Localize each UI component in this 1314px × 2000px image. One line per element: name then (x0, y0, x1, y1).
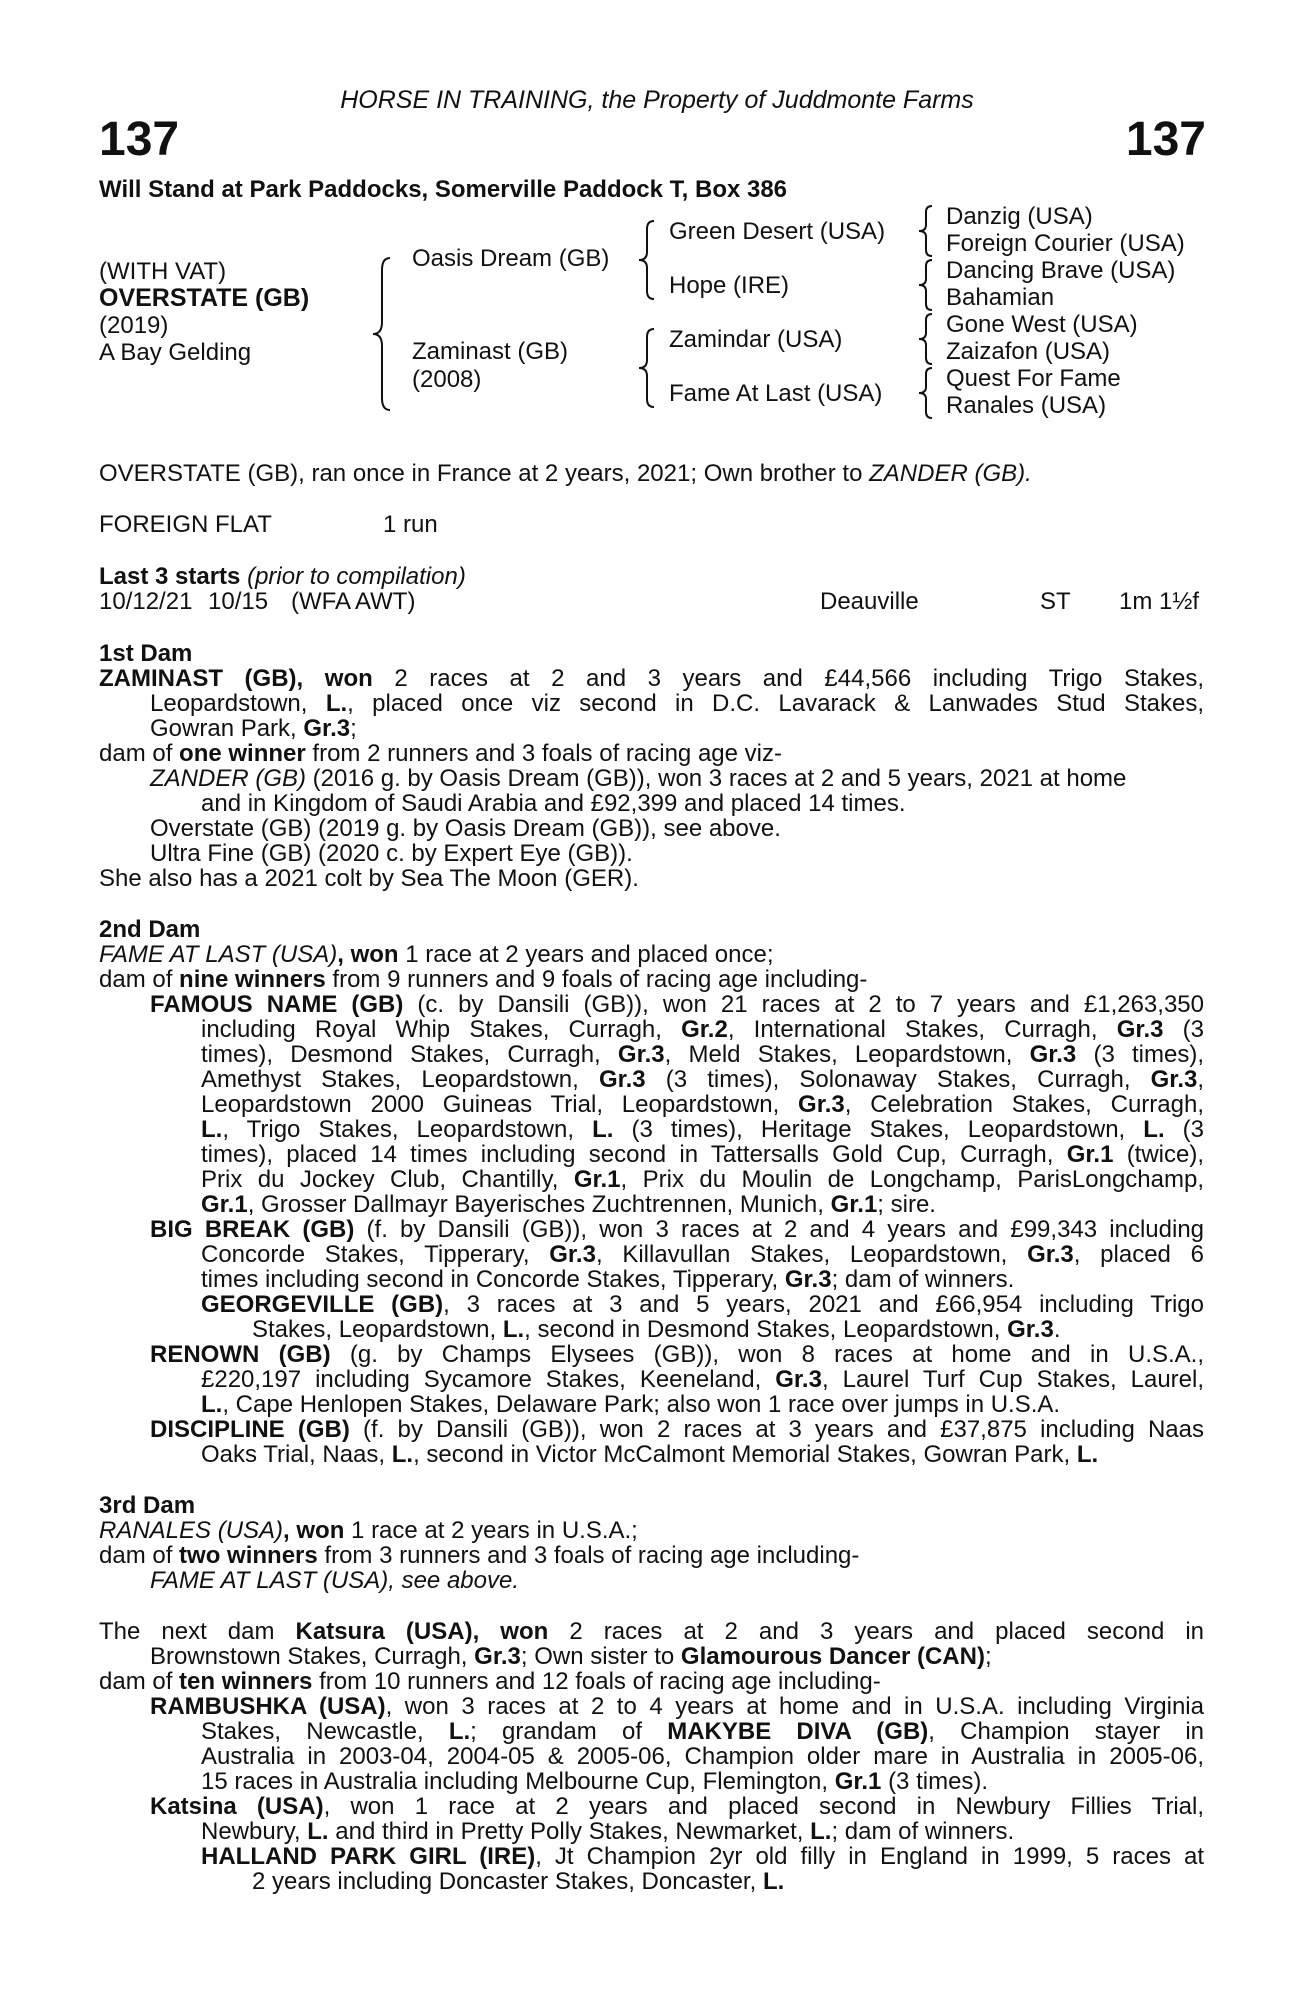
dam1-grade: L. (325, 690, 348, 717)
foal-text: times), placed 14 times including second in Tattersalls Gold Cup, Curragh, (201, 1141, 1054, 1168)
pedigree-g1: Danzig (USA) (946, 203, 1093, 230)
foal-name: RAMBUSHKA (USA) (150, 1693, 386, 1720)
next-dam-name: Katsura (USA), won (295, 1618, 549, 1645)
foal-text: , Cape Henlopen Stakes, Delaware Park; also won 1 race over jumps in U.S.A. (222, 1391, 1061, 1418)
dam1-line: Ultra Fine (GB) (2020 c. by Expert Eye (GB)). (150, 840, 633, 867)
last-starts-title: Last 3 starts (99, 563, 241, 590)
foal-text: , Trigo Stakes, Leopardstown, (222, 1116, 574, 1143)
next-dam-line (201, 1769, 988, 1795)
foal-text: £220,197 including Sycamore Stakes, Keeneland, (201, 1366, 762, 1393)
pedigree-g2: Foreign Courier (USA) (946, 230, 1185, 257)
dam2-line (201, 1267, 1014, 1293)
last-starts-note: (prior to compilation) (247, 563, 466, 590)
next-dam-line (201, 1844, 1204, 1870)
pedigree-dam-year: (2008) (412, 366, 482, 393)
horse-description: A Bay Gelding (99, 339, 252, 366)
foal-text: (c. by Dansili (GB)), won 21 races at 2 to 7 years and £1,263,350 (417, 991, 1204, 1018)
dam1-line (150, 691, 1204, 717)
dam2-line (201, 1367, 1204, 1393)
dam2-line (201, 1292, 1204, 1318)
pedigree-dam-sire: Zamindar (USA) (669, 326, 843, 353)
foal-name: RENOWN (GB) (150, 1341, 331, 1368)
dam1-text: (2016 g. by Oasis Dream (GB)), won 3 races at 2 and 5 years, 2021 at home (312, 765, 1127, 792)
foal-text: Stakes, Leopardstown, (252, 1316, 497, 1343)
dam1-line (150, 766, 1126, 792)
pedigree-brace-sire (636, 219, 658, 301)
dam2-name: FAME AT LAST (USA) (99, 941, 338, 968)
foal-text: , Champion stayer in (928, 1718, 1205, 1745)
grade: Gr.3 (549, 1241, 596, 1268)
pedigree-dam-dam: Fame At Last (USA) (669, 380, 883, 407)
grade: Gr.1 (573, 1166, 621, 1193)
grade: Gr.2 (681, 1016, 728, 1043)
foal-text: Leopardstown 2000 Guineas Trial, Leopardstown, (201, 1091, 780, 1118)
dam2-line (150, 1417, 1204, 1443)
dam3-name: RANALES (USA) (99, 1517, 284, 1544)
foal-text: , Jt Champion 2yr old filly in England in 1999, 5 races at (535, 1843, 1205, 1870)
dam3-text: from 3 runners and 3 foals of racing age including- (324, 1542, 860, 1569)
foal-text: , Prix du Moulin de Longchamp, ParisLongchamp, (620, 1166, 1205, 1193)
dam2-line (201, 1067, 1204, 1093)
foal-text: ; sire. (877, 1191, 936, 1218)
horse-name: OVERSTATE (GB) (99, 284, 310, 312)
foal-text: (3 times), (1093, 1041, 1205, 1068)
stand-location: Will Stand at Park Paddocks, Somerville Paddock T, Box 386 (99, 176, 788, 203)
foal-text: , (1197, 1066, 1205, 1093)
vat-note: (WITH VAT) (99, 258, 227, 285)
grade: L. (201, 1116, 223, 1143)
grade: Gr.3 (784, 1266, 832, 1293)
foal-text: , Meld Stakes, Leopardstown, (664, 1041, 1013, 1068)
grade: Gr.3 (1029, 1041, 1077, 1068)
sister-name: Glamourous Dancer (CAN) (680, 1643, 985, 1670)
dam2-text: 1 race at 2 years and placed once; (405, 941, 774, 968)
foal-text: times including second in Concorde Stakes, Tipperary, (201, 1266, 779, 1293)
next-dam-text: Brownstown Stakes, Curragh, (150, 1643, 468, 1670)
dam3-text: 1 race at 2 years in U.S.A.; (351, 1517, 638, 1544)
start-going: ST (1040, 588, 1071, 615)
foal-text: . (1053, 1316, 1061, 1343)
dam1-winners: one winner (179, 740, 306, 767)
foal-text: , 3 races at 3 and 5 years, 2021 and £66,954 including Trigo (443, 1291, 1204, 1318)
horse-year: (2019) (99, 312, 169, 339)
dam2-line (201, 1142, 1204, 1168)
dam2-line (150, 992, 1204, 1018)
next-dam-text: from 10 runners and 12 foals of racing age including- (319, 1668, 881, 1695)
dam3-winners: two winners (179, 1542, 318, 1569)
next-dam-winners: ten winners (179, 1668, 313, 1695)
dam3-heading: 3rd Dam (99, 1492, 196, 1519)
foal-text: (3 (1182, 1016, 1204, 1043)
dam1-heading: 1st Dam (99, 640, 193, 667)
foal-text: ; dam of winners. (831, 1818, 1015, 1845)
pedigree-g8: Ranales (USA) (946, 392, 1107, 419)
dam1-line: and in Kingdom of Saudi Arabia and £92,399 and placed 14 times. (201, 790, 906, 817)
next-dam-line (99, 1669, 881, 1695)
dam2-text: from 9 runners and 9 foals of racing age including- (332, 966, 868, 993)
dam2-line (201, 1092, 1204, 1118)
foal-name: FAMOUS NAME (GB) (150, 991, 404, 1018)
grade: Gr.3 (598, 1066, 646, 1093)
grade: L. (810, 1818, 832, 1845)
grade: Gr.3 (1007, 1316, 1054, 1343)
dam2-line (201, 1167, 1204, 1193)
foal-text: ; grandam of (470, 1718, 642, 1745)
foal-name: BIG BREAK (GB) (150, 1216, 355, 1243)
dam2-line (201, 1192, 936, 1218)
grade: L. (391, 1441, 414, 1468)
dam1-text: ; (350, 715, 357, 742)
pedigree-g6: Zaizafon (USA) (946, 338, 1111, 365)
foal-text: , Grosser Dallmayr Bayerisches Zuchtrennen, Munich, (247, 1191, 824, 1218)
pedigree-g5: Gone West (USA) (946, 311, 1138, 338)
start-course: Deauville (820, 588, 919, 615)
pedigree-brace-main (370, 256, 394, 412)
start-date: 10/12/21 (99, 588, 193, 615)
dam1-text: Gowran Park, (150, 715, 297, 742)
foal-text: (f. by Dansili (GB)), won 3 races at 2 and 4 years and £99,343 including (366, 1216, 1205, 1243)
foal-text: , Laurel Turf Cup Stakes, Laurel, (821, 1366, 1205, 1393)
grade: L. (201, 1391, 223, 1418)
foal-text: , Killavullan Stakes, Leopardstown, (595, 1241, 1008, 1268)
foal-name: Katsina (USA) (150, 1793, 324, 1820)
pedigree-g4: Bahamian (946, 284, 1055, 311)
grade: L. (1076, 1441, 1099, 1468)
pedigree-brace-g2 (916, 258, 936, 312)
foal-text: Concorde Stakes, Tipperary, (201, 1241, 530, 1268)
dam2-line (99, 942, 774, 968)
lot-number-left: 137 (99, 113, 180, 166)
pedigree-g7: Quest For Fame (946, 365, 1121, 392)
dam2-line (150, 1342, 1204, 1368)
foal-text: (3 times). (888, 1768, 989, 1795)
dam1-foal-name: ZANDER (GB) (150, 765, 306, 792)
pedigree-g3: Dancing Brave (USA) (946, 257, 1176, 284)
foal-name: MAKYBE DIVA (GB) (667, 1718, 929, 1745)
next-dam-line (252, 1869, 784, 1895)
dam2-text: dam of (99, 966, 173, 993)
foal-text: , second in Victor McCalmont Memorial Stakes, Gowran Park, (413, 1441, 1071, 1468)
foal-text: Stakes, Newcastle, (201, 1718, 424, 1745)
pedigree-brace-dam (636, 327, 658, 409)
foal-text: (g. by Champs Elysees (GB)), won 8 races at home and in U.S.A., (349, 1341, 1205, 1368)
grade: Gr.3 (617, 1041, 665, 1068)
grade: Gr.3 (798, 1091, 845, 1118)
dam3-won: , won (283, 1517, 345, 1544)
dam2-heading: 2nd Dam (99, 916, 201, 943)
dam2-line (201, 1017, 1204, 1043)
record-label: FOREIGN FLAT (99, 511, 272, 538)
grade: Gr.1 (830, 1191, 878, 1218)
record-value: 1 run (383, 511, 438, 538)
start-race: (WFA AWT) (291, 588, 416, 615)
foal-name: DISCIPLINE (GB) (150, 1416, 350, 1443)
dam1-line: Overstate (GB) (2019 g. by Oasis Dream (GB)), see above. (150, 815, 781, 842)
next-dam-line (201, 1719, 1204, 1745)
next-dam-line: Australia in 2003-04, 2004-05 & 2005-06, Champion older mare in Australia in 2005-06, (201, 1743, 1204, 1770)
pedigree-brace-g3 (916, 312, 936, 366)
foal-text: (f. by Dansili (GB)), won 2 races at 3 years and £37,875 including Naas (363, 1416, 1205, 1443)
dam1-text: dam of (99, 740, 173, 767)
dam1-text: Leopardstown, (150, 690, 308, 717)
grade: L. (502, 1316, 525, 1343)
next-dam-line (201, 1819, 1014, 1845)
dam2-line (201, 1042, 1204, 1068)
next-dam-text: 2 races at 2 and 3 years and placed second in (569, 1618, 1205, 1645)
next-dam-text: dam of (99, 1668, 173, 1695)
grade: Gr.3 (1150, 1066, 1198, 1093)
summary-text: OVERSTATE (GB), ran once in France at 2 years, 2021; Own brother to (99, 460, 870, 487)
grade: Gr.3 (775, 1366, 822, 1393)
grade: Gr.1 (201, 1191, 248, 1218)
foal-text: times), Desmond Stakes, Curragh, (201, 1041, 601, 1068)
grade: Gr.1 (1066, 1141, 1114, 1168)
dam3-line (99, 1543, 859, 1569)
dam1-line (99, 666, 1204, 692)
pedigree-sire-sire: Green Desert (USA) (669, 218, 886, 245)
pedigree-brace-g4 (916, 366, 936, 420)
foal-text: , Celebration Stakes, Curragh, (844, 1091, 1204, 1118)
foal-text: , won 3 races at 2 to 4 years at home and in U.S.A. including Virginia (385, 1693, 1204, 1720)
foal-text: , second in Desmond Stakes, Leopardstown, (524, 1316, 1001, 1343)
dam3-line (99, 1518, 638, 1544)
dam2-line (252, 1317, 1060, 1343)
foal-text: 2 years including Doncaster Stakes, Doncaster, (252, 1868, 757, 1895)
foal-text: (3 (1182, 1116, 1205, 1143)
start-distance: 1m 1½f (1119, 588, 1200, 615)
grade: L. (762, 1868, 785, 1895)
page-title: HORSE IN TRAINING, the Property of Juddmonte Farms (340, 86, 974, 114)
pedigree-sire: Oasis Dream (GB) (412, 245, 610, 272)
race-summary (99, 461, 1032, 487)
dam2-line (201, 1117, 1204, 1143)
dam1-line (150, 716, 357, 742)
foal-text: (3 times), Heritage Stakes, Leopardstown, (631, 1116, 1126, 1143)
lot-number-right: 137 (1125, 113, 1206, 166)
grade: L. (1143, 1116, 1165, 1143)
dam1-line (99, 741, 782, 767)
dam2-winners: nine winners (179, 966, 326, 993)
next-dam-text: ; (984, 1643, 992, 1670)
grade: L. (592, 1116, 614, 1143)
foal-text: Newbury, (201, 1818, 301, 1845)
grade: Gr.3 (1116, 1016, 1164, 1043)
dam1-text: , placed once viz second in D.C. Lavarack & Lanwades Stud Stakes, (347, 690, 1205, 717)
dam3-text: dam of (99, 1542, 173, 1569)
next-dam-line (99, 1619, 1204, 1645)
grade: Gr.1 (834, 1768, 882, 1795)
foal-text: including Royal Whip Stakes, Curragh, (201, 1016, 662, 1043)
foal-text: (twice), (1126, 1141, 1205, 1168)
summary-brother: ZANDER (GB). (869, 460, 1032, 487)
dam2-won: , won (337, 941, 399, 968)
pedigree-sire-dam: Hope (IRE) (669, 272, 790, 299)
dam2-line (150, 1217, 1204, 1243)
foal-name: GEORGEVILLE (GB) (201, 1291, 444, 1318)
foal-text: , won 1 race at 2 years and placed second in Newbury Fillies Trial, (323, 1793, 1205, 1820)
foal-text: Amethyst Stakes, Leopardstown, (201, 1066, 579, 1093)
foal-text: (3 times), Solonaway Stakes, Curragh, (665, 1066, 1131, 1093)
pedigree-brace-g1 (916, 204, 936, 258)
dam1-line: She also has a 2021 colt by Sea The Moon (GER). (99, 865, 639, 892)
dam1-name: ZAMINAST (GB), won (99, 665, 373, 692)
grade: L. (307, 1818, 329, 1845)
foal-text: 15 races in Australia including Melbourne Cup, Flemington, (201, 1768, 829, 1795)
next-dam-text: The next dam (99, 1618, 275, 1645)
dam1-text: 2 races at 2 and 3 years and £44,566 including Trigo Stakes, (394, 665, 1205, 692)
foal-text: Oaks Trial, Naas, (201, 1441, 386, 1468)
foal-name: HALLAND PARK GIRL (IRE) (201, 1843, 536, 1870)
next-dam-text: ; Own sister to (520, 1643, 675, 1670)
dam1-grade: Gr.3 (303, 715, 351, 742)
dam3-line: FAME AT LAST (USA), see above. (150, 1567, 519, 1594)
pedigree-dam: Zaminast (GB) (412, 338, 569, 365)
next-dam-line (150, 1694, 1204, 1720)
foal-text: Prix du Jockey Club, Chantilly, (201, 1166, 559, 1193)
foal-text: , International Stakes, Curragh, (727, 1016, 1098, 1043)
grade: Gr.3 (1027, 1241, 1074, 1268)
last-starts-heading (99, 564, 466, 590)
dam2-line (201, 1392, 1060, 1418)
dam1-text: from 2 runners and 3 foals of racing age viz- (312, 740, 782, 767)
dam2-line (99, 967, 867, 993)
foal-text: , placed 6 (1073, 1241, 1204, 1268)
grade: Gr.3 (474, 1643, 521, 1670)
grade: L. (448, 1718, 471, 1745)
next-dam-line (150, 1644, 992, 1670)
dam2-line (201, 1442, 1098, 1468)
next-dam-line (150, 1794, 1204, 1820)
foal-text: ; dam of winners. (831, 1266, 1015, 1293)
dam2-line (201, 1242, 1204, 1268)
start-position: 10/15 (208, 588, 269, 615)
foal-text: and third in Pretty Polly Stakes, Newmarket, (335, 1818, 804, 1845)
